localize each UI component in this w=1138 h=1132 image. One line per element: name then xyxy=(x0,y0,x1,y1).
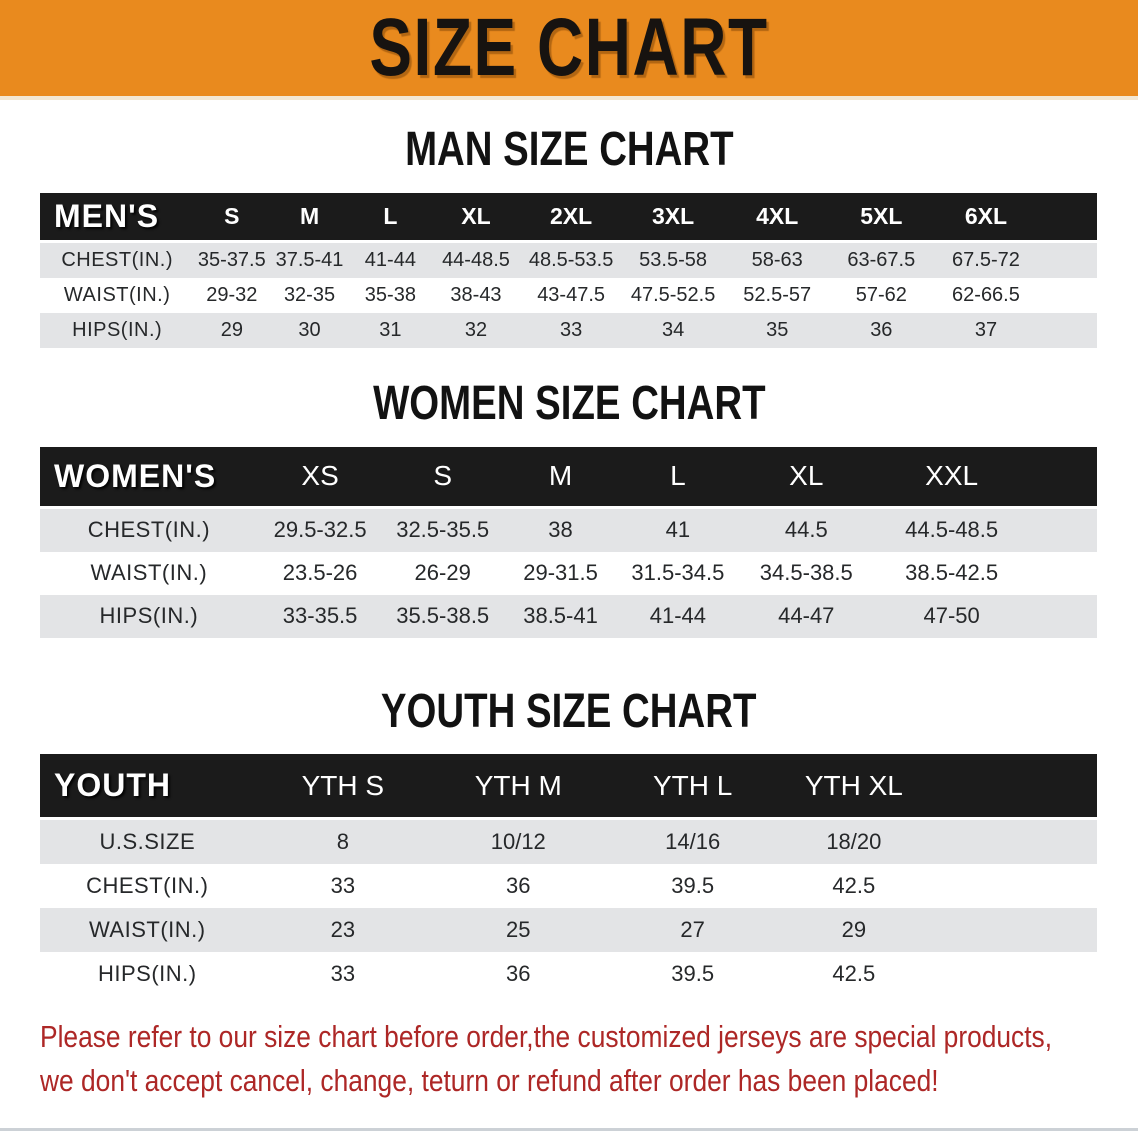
measurement-value: 35-37.5 xyxy=(197,248,266,271)
measurement-value: 29 xyxy=(841,917,867,943)
measurement-value: 29-32 xyxy=(206,283,258,306)
size-column-header: YTH XL xyxy=(780,754,928,820)
measurement-value: 41 xyxy=(665,517,691,543)
youth-section xyxy=(0,686,1138,997)
size-header-row xyxy=(40,754,1097,820)
size-header-row xyxy=(40,193,1097,243)
measurement-value: 14/16 xyxy=(665,829,721,855)
measurement-value: 33 xyxy=(559,318,583,341)
row-filler xyxy=(1028,595,1097,638)
measurement-value: 48.5-53.5 xyxy=(528,248,614,271)
measurement-value: 38 xyxy=(548,517,573,543)
size-column-header: 4XL xyxy=(725,193,830,243)
measurement-value: 41-44 xyxy=(649,603,706,629)
measurement-value: 26-29 xyxy=(414,560,471,586)
measurement-label: HIPS(IN.) xyxy=(97,961,197,987)
measurement-label: U.S.SIZE xyxy=(99,829,196,855)
size-column-header: XL xyxy=(738,447,875,509)
measurement-value: 38.5-42.5 xyxy=(905,560,999,586)
measurement-value: 58-63 xyxy=(751,248,803,271)
measurement-value: 36 xyxy=(870,318,893,341)
measurement-value: 34 xyxy=(661,318,685,341)
row-filler xyxy=(928,952,1097,996)
measurement-value: 33 xyxy=(330,873,356,899)
group-label: MEN'S xyxy=(40,193,194,243)
measurement-value: 35.5-38.5 xyxy=(396,603,490,629)
measurement-value: 25 xyxy=(506,917,531,943)
measurement-value: 53.5-58 xyxy=(639,248,708,271)
measurement-value: 42.5 xyxy=(832,873,876,899)
measurement-value: 32 xyxy=(464,318,488,341)
size-column-header: YTH S xyxy=(255,754,432,820)
youth-section-title xyxy=(0,686,1138,739)
measurement-value: 37.5-41 xyxy=(275,248,344,271)
men-section-title xyxy=(0,124,1138,177)
women-section-title-text: WOMEN SIZE CHART xyxy=(372,376,766,430)
men-size-table xyxy=(40,193,1097,348)
measurement-row xyxy=(40,552,1097,595)
size-column-header: 5XL xyxy=(830,193,934,243)
measurement-value: 18/20 xyxy=(826,829,882,855)
measurement-value: 62-66.5 xyxy=(952,283,1020,306)
youth-size-table xyxy=(40,754,1097,996)
women-section-title xyxy=(0,378,1138,431)
measurement-value: 29 xyxy=(220,318,243,341)
row-filler xyxy=(1039,278,1097,313)
measurement-value: 52.5-57 xyxy=(743,283,812,306)
measurement-value: 43-47.5 xyxy=(537,283,606,306)
measurement-label: WAIST(IN.) xyxy=(90,560,208,586)
measurement-value: 42.5 xyxy=(832,961,876,987)
size-column-header: XL xyxy=(431,193,521,243)
measurement-value: 47.5-52.5 xyxy=(630,283,716,306)
size-header-row xyxy=(40,447,1097,509)
measurement-value: 30 xyxy=(298,318,321,341)
header-filler xyxy=(928,754,1097,820)
measurement-value: 29-31.5 xyxy=(523,560,598,586)
banner xyxy=(0,0,1138,100)
size-column-header: M xyxy=(269,193,349,243)
measurement-value: 38.5-41 xyxy=(523,603,598,629)
size-column-header: YTH M xyxy=(431,754,605,820)
size-column-header: 3XL xyxy=(621,193,725,243)
measurement-value: 32.5-35.5 xyxy=(396,517,490,543)
measurement-label: WAIST(IN.) xyxy=(63,283,171,306)
size-column-header: L xyxy=(618,447,737,509)
measurement-label: CHEST(IN.) xyxy=(61,248,173,271)
measurement-value: 44-47 xyxy=(778,603,835,629)
measurement-row xyxy=(40,595,1097,638)
size-column-header: 6XL xyxy=(933,193,1039,243)
measurement-label: WAIST(IN.) xyxy=(88,917,206,943)
measurement-value: 36 xyxy=(506,961,531,987)
measurement-row xyxy=(40,313,1097,348)
measurement-value: 47-50 xyxy=(923,603,980,629)
measurement-row xyxy=(40,952,1097,996)
measurement-value: 39.5 xyxy=(671,873,715,899)
measurement-label: HIPS(IN.) xyxy=(72,318,163,341)
measurement-row xyxy=(40,820,1097,864)
notice-line-1-text: Please refer to our size chart before order,the customized jerseys are special products, xyxy=(40,1019,1053,1055)
men-section-title-text: MAN SIZE CHART xyxy=(404,123,734,176)
notice-line-2 xyxy=(40,1062,1138,1106)
measurement-value: 27 xyxy=(680,917,705,943)
measurement-value: 32-35 xyxy=(283,283,336,306)
measurement-value: 35-38 xyxy=(364,283,416,306)
measurement-label: CHEST(IN.) xyxy=(87,517,211,543)
measurement-value: 44.5 xyxy=(784,517,828,543)
measurement-value: 31.5-34.5 xyxy=(631,560,725,586)
measurement-row xyxy=(40,278,1097,313)
women-section xyxy=(0,378,1138,638)
measurement-label: CHEST(IN.) xyxy=(86,873,209,899)
measurement-value: 8 xyxy=(336,829,349,855)
notice-line-1 xyxy=(40,1018,1138,1062)
row-filler xyxy=(1028,552,1097,595)
bottom-edge-line xyxy=(0,1128,1138,1131)
measurement-row xyxy=(40,864,1097,908)
measurement-value: 38-43 xyxy=(450,283,502,306)
group-label: YOUTH xyxy=(40,754,255,820)
measurement-row xyxy=(40,243,1097,278)
measurement-value: 41-44 xyxy=(364,248,416,271)
youth-section-title-text: YOUTH SIZE CHART xyxy=(381,684,757,738)
measurement-row xyxy=(40,509,1097,552)
measurement-value: 37 xyxy=(974,318,998,341)
header-filler xyxy=(1039,193,1097,243)
measurement-value: 23 xyxy=(330,917,356,943)
measurement-value: 33 xyxy=(330,961,356,987)
banner-title: SIZE CHART xyxy=(369,2,769,93)
women-size-table xyxy=(40,447,1097,638)
size-column-header: S xyxy=(382,447,502,509)
order-notice xyxy=(0,1018,1138,1106)
row-filler xyxy=(1028,509,1097,552)
size-column-header: 2XL xyxy=(521,193,621,243)
size-column-header: M xyxy=(503,447,618,509)
measurement-value: 29.5-32.5 xyxy=(273,517,367,543)
size-column-header: S xyxy=(194,193,269,243)
notice-line-2-text: we don't accept cancel, change, teturn or refund after order has been placed! xyxy=(40,1063,939,1099)
measurement-value: 35 xyxy=(766,318,789,341)
measurement-value: 23.5-26 xyxy=(282,560,358,586)
size-column-header: YTH L xyxy=(605,754,779,820)
measurement-value: 31 xyxy=(379,318,402,341)
row-filler xyxy=(928,820,1097,864)
measurement-label: HIPS(IN.) xyxy=(99,603,199,629)
size-column-header: XS xyxy=(258,447,383,509)
measurement-value: 34.5-38.5 xyxy=(759,560,853,586)
row-filler xyxy=(928,864,1097,908)
row-filler xyxy=(1039,243,1097,278)
measurement-value: 44.5-48.5 xyxy=(905,517,999,543)
size-column-header: L xyxy=(350,193,431,243)
group-label: WOMEN'S xyxy=(40,447,258,509)
measurement-value: 57-62 xyxy=(855,283,907,306)
measurement-value: 67.5-72 xyxy=(952,248,1020,271)
measurement-row xyxy=(40,908,1097,952)
men-section xyxy=(0,124,1138,348)
measurement-value: 39.5 xyxy=(671,961,715,987)
measurement-value: 33-35.5 xyxy=(282,603,358,629)
row-filler xyxy=(928,908,1097,952)
row-filler xyxy=(1039,313,1097,348)
measurement-value: 10/12 xyxy=(490,829,546,855)
size-column-header: XXL xyxy=(875,447,1028,509)
header-filler xyxy=(1028,447,1097,509)
measurement-value: 63-67.5 xyxy=(847,248,916,271)
measurement-value: 44-48.5 xyxy=(442,248,510,271)
measurement-value: 36 xyxy=(506,873,531,899)
